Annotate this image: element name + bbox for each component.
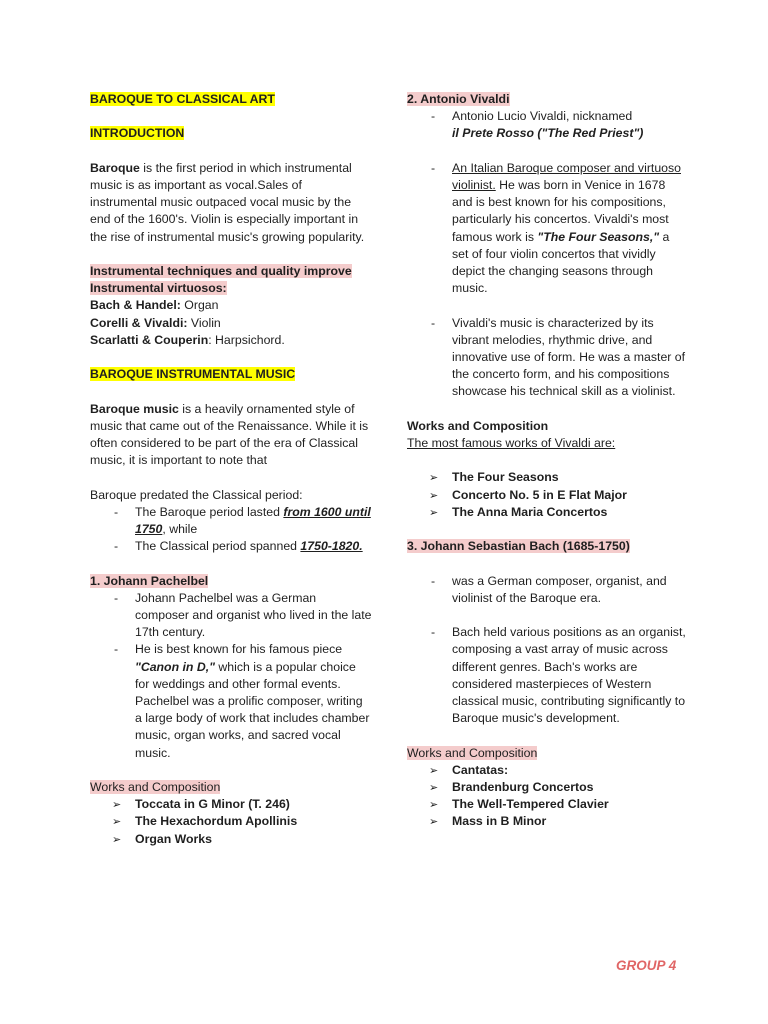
right-column — [407, 91, 689, 831]
pachelbel-point: - He is best known for his famous piece "Canon in D," which is a popular choice for weddings and other formal events. Pachelbel was a prolific composer, writing a large body of work that includes chamber music, organ works, and sacred vocal music. — [90, 641, 372, 761]
document-title: BAROQUE TO CLASSICAL ART — [90, 92, 275, 106]
pachelbel-point: - Johann Pachelbel was a German composer and organist who lived in the late 17th century. — [90, 590, 372, 642]
pachelbel-heading: 1. Johann Pachelbel — [90, 573, 209, 588]
works-list-item: ➢ The Well-Tempered Clavier — [407, 796, 689, 813]
works-list-item: ➢ The Hexachordum Apollinis — [90, 813, 372, 830]
period-item: - The Baroque period lasted from 1600 until 1750, while — [90, 504, 372, 538]
vivaldi-point: - Vivaldi's music is characterized by its vibrant melodies, rhythmic drive, and innovative use of form. He was a master of the concerto form, and his compositions showcase his technical skill as a violinist. — [407, 315, 689, 401]
vivaldi-point: - Antonio Lucio Vivaldi, nicknamed il Prete Rosso ("The Red Priest") — [407, 108, 689, 142]
works-list-item: ➢ Organ Works — [90, 831, 372, 848]
introduction-heading: INTRODUCTION — [90, 126, 185, 141]
group-label: GROUP 4 — [616, 958, 677, 973]
vivaldi-works-heading: Works and Composition — [407, 418, 549, 433]
bach-works-heading: Works and Composition — [407, 745, 538, 760]
virtuosos-heading: Instrumental virtuosos: — [90, 281, 227, 296]
predated-line: Baroque predated the Classical period: — [90, 487, 303, 502]
works-list-item: ➢ The Four Seasons — [407, 469, 689, 486]
instrumental-music-paragraph: Baroque music is a heavily ornamented style of music that came out of the Renaissance. While it is often considered to be part of the era of Classical music, it is important to note that — [90, 401, 369, 468]
period-item: - The Classical period spanned 1750-1820. — [90, 538, 372, 555]
techniques-heading: Instrumental techniques and quality improve — [90, 263, 352, 278]
introduction-paragraph: Baroque is the first period in which instrumental music is as important as vocal.Sales of instrumental music outpaced vocal music by the end of the 1600's. Violin is especially important in the rise of instrumental music's growing popularity. — [90, 160, 365, 244]
left-column — [90, 91, 372, 848]
virtuoso-line: Scarlatti & Couperin: Harpsichord. — [90, 332, 285, 347]
vivaldi-point: - An Italian Baroque composer and virtuoso violinist. He was born in Venice in 1678 and is best known for his compositions, particularly his concertos. Vivaldi's most famous work is "The Four Seasons," a set of four violin concertos that vividly depict the changing seasons through music. — [407, 160, 689, 298]
works-list-item: ➢ Brandenburg Concertos — [407, 779, 689, 796]
works-list-item: ➢ The Anna Maria Concertos — [407, 504, 689, 521]
works-list-item: ➢ Toccata in G Minor (T. 246) — [90, 796, 372, 813]
works-list-item: ➢ Cantatas: — [407, 762, 689, 779]
pachelbel-works-heading: Works and Composition — [90, 780, 221, 794]
instrumental-music-heading: BAROQUE INSTRUMENTAL MUSIC — [90, 367, 296, 382]
bach-heading: 3. Johann Sebastian Bach (1685-1750) — [407, 539, 630, 554]
vivaldi-heading: 2. Antonio Vivaldi — [407, 92, 510, 106]
bach-point: - Bach held various positions as an organist, composing a vast array of music across different genres. Bach's works are considered masterpieces of Western classical music, contributing significantly to Baroque music's development. — [407, 624, 689, 727]
works-list-item: ➢ Mass in B Minor — [407, 813, 689, 830]
virtuoso-line: Bach & Handel: Organ — [90, 298, 219, 313]
bach-point: - was a German composer, organist, and violinist of the Baroque era. — [407, 573, 689, 607]
virtuoso-line: Corelli & Vivaldi: Violin — [90, 315, 221, 330]
vivaldi-works-subheading: The most famous works of Vivaldi are: — [407, 436, 616, 451]
works-list-item: ➢ Concerto No. 5 in E Flat Major — [407, 487, 689, 504]
